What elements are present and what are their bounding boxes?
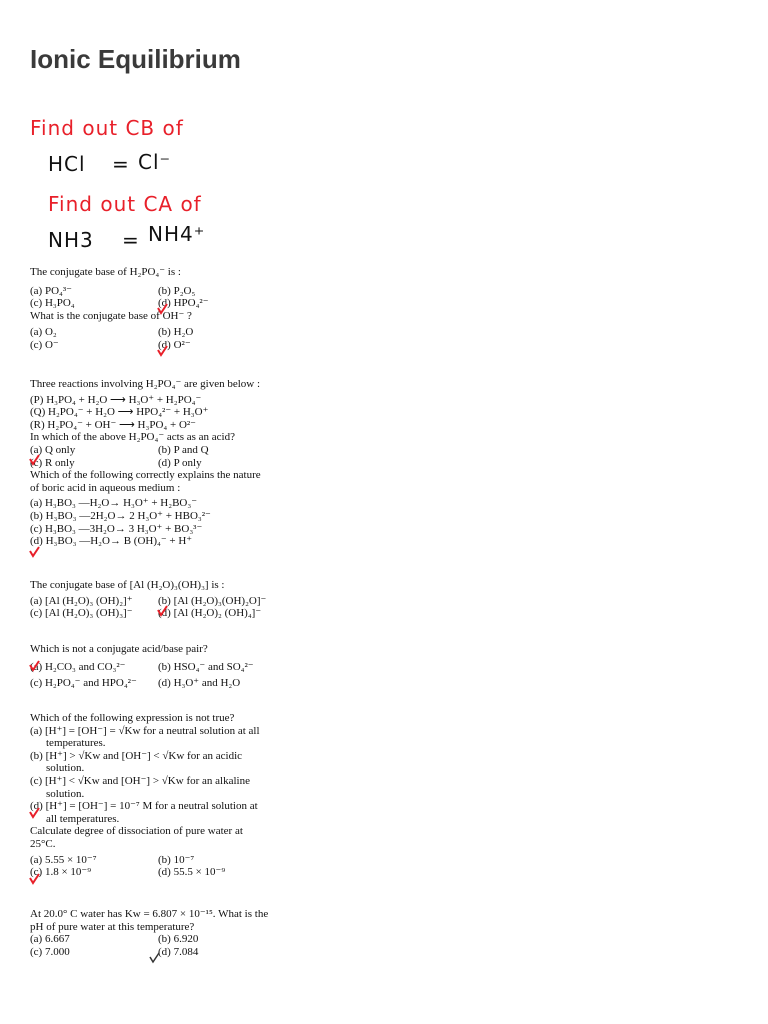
option-a: (a) O₂ (30, 326, 57, 339)
option-d: (d) [H⁺] = [OH⁻] = 10⁻⁷ M for a neutral solution at (30, 800, 258, 813)
option-a: (a) H₂CO₃ and CO₃²⁻ (30, 660, 126, 673)
question-text: In which of the above H₂PO₄⁻ acts as an acid? (30, 431, 235, 444)
option-d-cont: all temperatures. (46, 812, 120, 825)
tick-mark (158, 346, 167, 355)
option-c: (c) H₃PO₄ (30, 297, 75, 310)
option-c: (c) [H⁺] < √Kw and [OH⁻] > √Kw for an alkaline (30, 774, 250, 787)
option-d: (d) H₃O⁺ and H₂O (158, 677, 241, 690)
option-d: (d) P only (158, 456, 202, 469)
question-text: of boric acid in aqueous medium : (30, 481, 181, 494)
note-cb-answer: Cl⁻ (138, 150, 172, 174)
option-d: (d) 55.5 × 10⁻⁹ (158, 866, 226, 879)
option-b: (b) P and Q (158, 443, 209, 456)
option-c: (c) H₃BO₃ —3H₂O→ 3 H₃O⁺ + BO₃³⁻ (30, 522, 203, 535)
page-title: Ionic Equilibrium (30, 44, 241, 74)
option-b: (b) [H⁺] > √Kw and [OH⁻] < √Kw for an acidic (30, 749, 243, 762)
option-b: (b) H₃BO₃ —2H₂O→ 2 H₃O⁺ + HBO₃²⁻ (30, 509, 211, 522)
option-d: (d) H₃BO₃ —H₂O→ B (OH)₄⁻ + H⁺ (30, 535, 193, 548)
option-a: (a) PO₄³⁻ (30, 284, 72, 297)
note-cb-heading: Find out CB of (30, 116, 184, 140)
option-d: (d) [Al (H₂O)₂ (OH)₄]⁻ (158, 607, 262, 620)
tick-mark (30, 455, 39, 464)
reaction-p: (P) H₃PO₄ + H₂O ⟶ H₃O⁺ + H₂PO₄⁻ (30, 393, 202, 406)
option-d: (d) 7.084 (158, 945, 199, 958)
option-d: (d) HPO₄²⁻ (158, 297, 209, 310)
tick-mark (150, 953, 159, 962)
note-ca-equals: = (122, 228, 140, 252)
note-ca-heading: Find out CA of (48, 192, 202, 216)
option-b: (b) [Al (H₂O)₃(OH)₂O]⁻ (158, 594, 267, 607)
option-a: (a) H₃BO₃ —H₂O→ H₃O⁺ + H₂BO₃⁻ (30, 497, 198, 510)
option-a: (a) [Al (H₂O)₃ (OH)₂]⁺ (30, 594, 133, 607)
note-ca-answer: NH4⁺ (148, 222, 206, 246)
option-a: (a) Q only (30, 443, 76, 456)
option-b: (b) HSO₄⁻ and SO₄²⁻ (158, 660, 254, 673)
tick-mark (30, 547, 39, 556)
option-c: (c) R only (30, 456, 75, 469)
option-c: (c) H₂PO₄⁻ and HPO₄²⁻ (30, 677, 137, 690)
option-b: (b) P₂O₅ (158, 284, 196, 297)
question-text: Which is not a conjugate acid/base pair? (30, 643, 208, 655)
option-a: (a) 5.55 × 10⁻⁷ (30, 853, 97, 866)
option-c-cont: solution. (46, 787, 85, 800)
tick-mark (30, 808, 39, 817)
option-c: (c) 1.8 × 10⁻⁹ (30, 866, 92, 879)
note-ca-formula: NH3 (48, 228, 94, 252)
question-text: Which of the following correctly explains the nature (30, 469, 261, 482)
question-text: Three reactions involving H₂PO₄⁻ are given below : (30, 378, 261, 390)
question-text: Calculate degree of dissociation of pure water at (30, 825, 243, 838)
tick-mark (30, 661, 39, 670)
option-b: (b) 10⁻⁷ (158, 853, 195, 866)
question-text: What is the conjugate base of OH⁻ ? (30, 309, 192, 322)
option-d: (d) O²⁻ (158, 338, 191, 351)
tick-mark (158, 304, 167, 313)
option-c: (c) O⁻ (30, 338, 59, 351)
question-text: The conjugate base of H₂PO₄⁻ is : (30, 266, 181, 278)
question-text: 25°C. (30, 837, 56, 850)
reaction-q: (Q) H₂PO₄⁻ + H₂O ⟶ HPO₄²⁻ + H₃O⁺ (30, 406, 209, 419)
option-b-cont: solution. (46, 762, 85, 775)
option-b: (b) H₂O (158, 326, 194, 339)
question-text: Which of the following expression is not true? (30, 712, 235, 724)
option-a-cont: temperatures. (46, 737, 106, 750)
note-cb-equals: = (112, 152, 130, 176)
option-c: (c) [Al (H₂O)₃ (OH)₃]⁻ (30, 607, 133, 620)
tick-mark (158, 606, 167, 615)
note-cb-formula: HCl (48, 152, 86, 176)
question-text: pH of pure water at this temperature? (30, 920, 195, 933)
reaction-r: (R) H₂PO₄⁻ + OH⁻ ⟶ H₃PO₄ + O²⁻ (30, 418, 196, 431)
option-b: (b) 6.920 (158, 933, 199, 946)
question-text: The conjugate base of [Al (H₂O)₃(OH)₃] is : (30, 579, 225, 591)
question-text: At 20.0° C water has Kw = 6.807 × 10⁻¹⁵. What is the (30, 908, 269, 920)
tick-mark (30, 874, 39, 883)
option-a: (a) [H⁺] = [OH⁻] = √Kw for a neutral solution at all (30, 724, 260, 737)
option-a: (a) 6.667 (30, 933, 70, 946)
option-c: (c) 7.000 (30, 945, 70, 958)
